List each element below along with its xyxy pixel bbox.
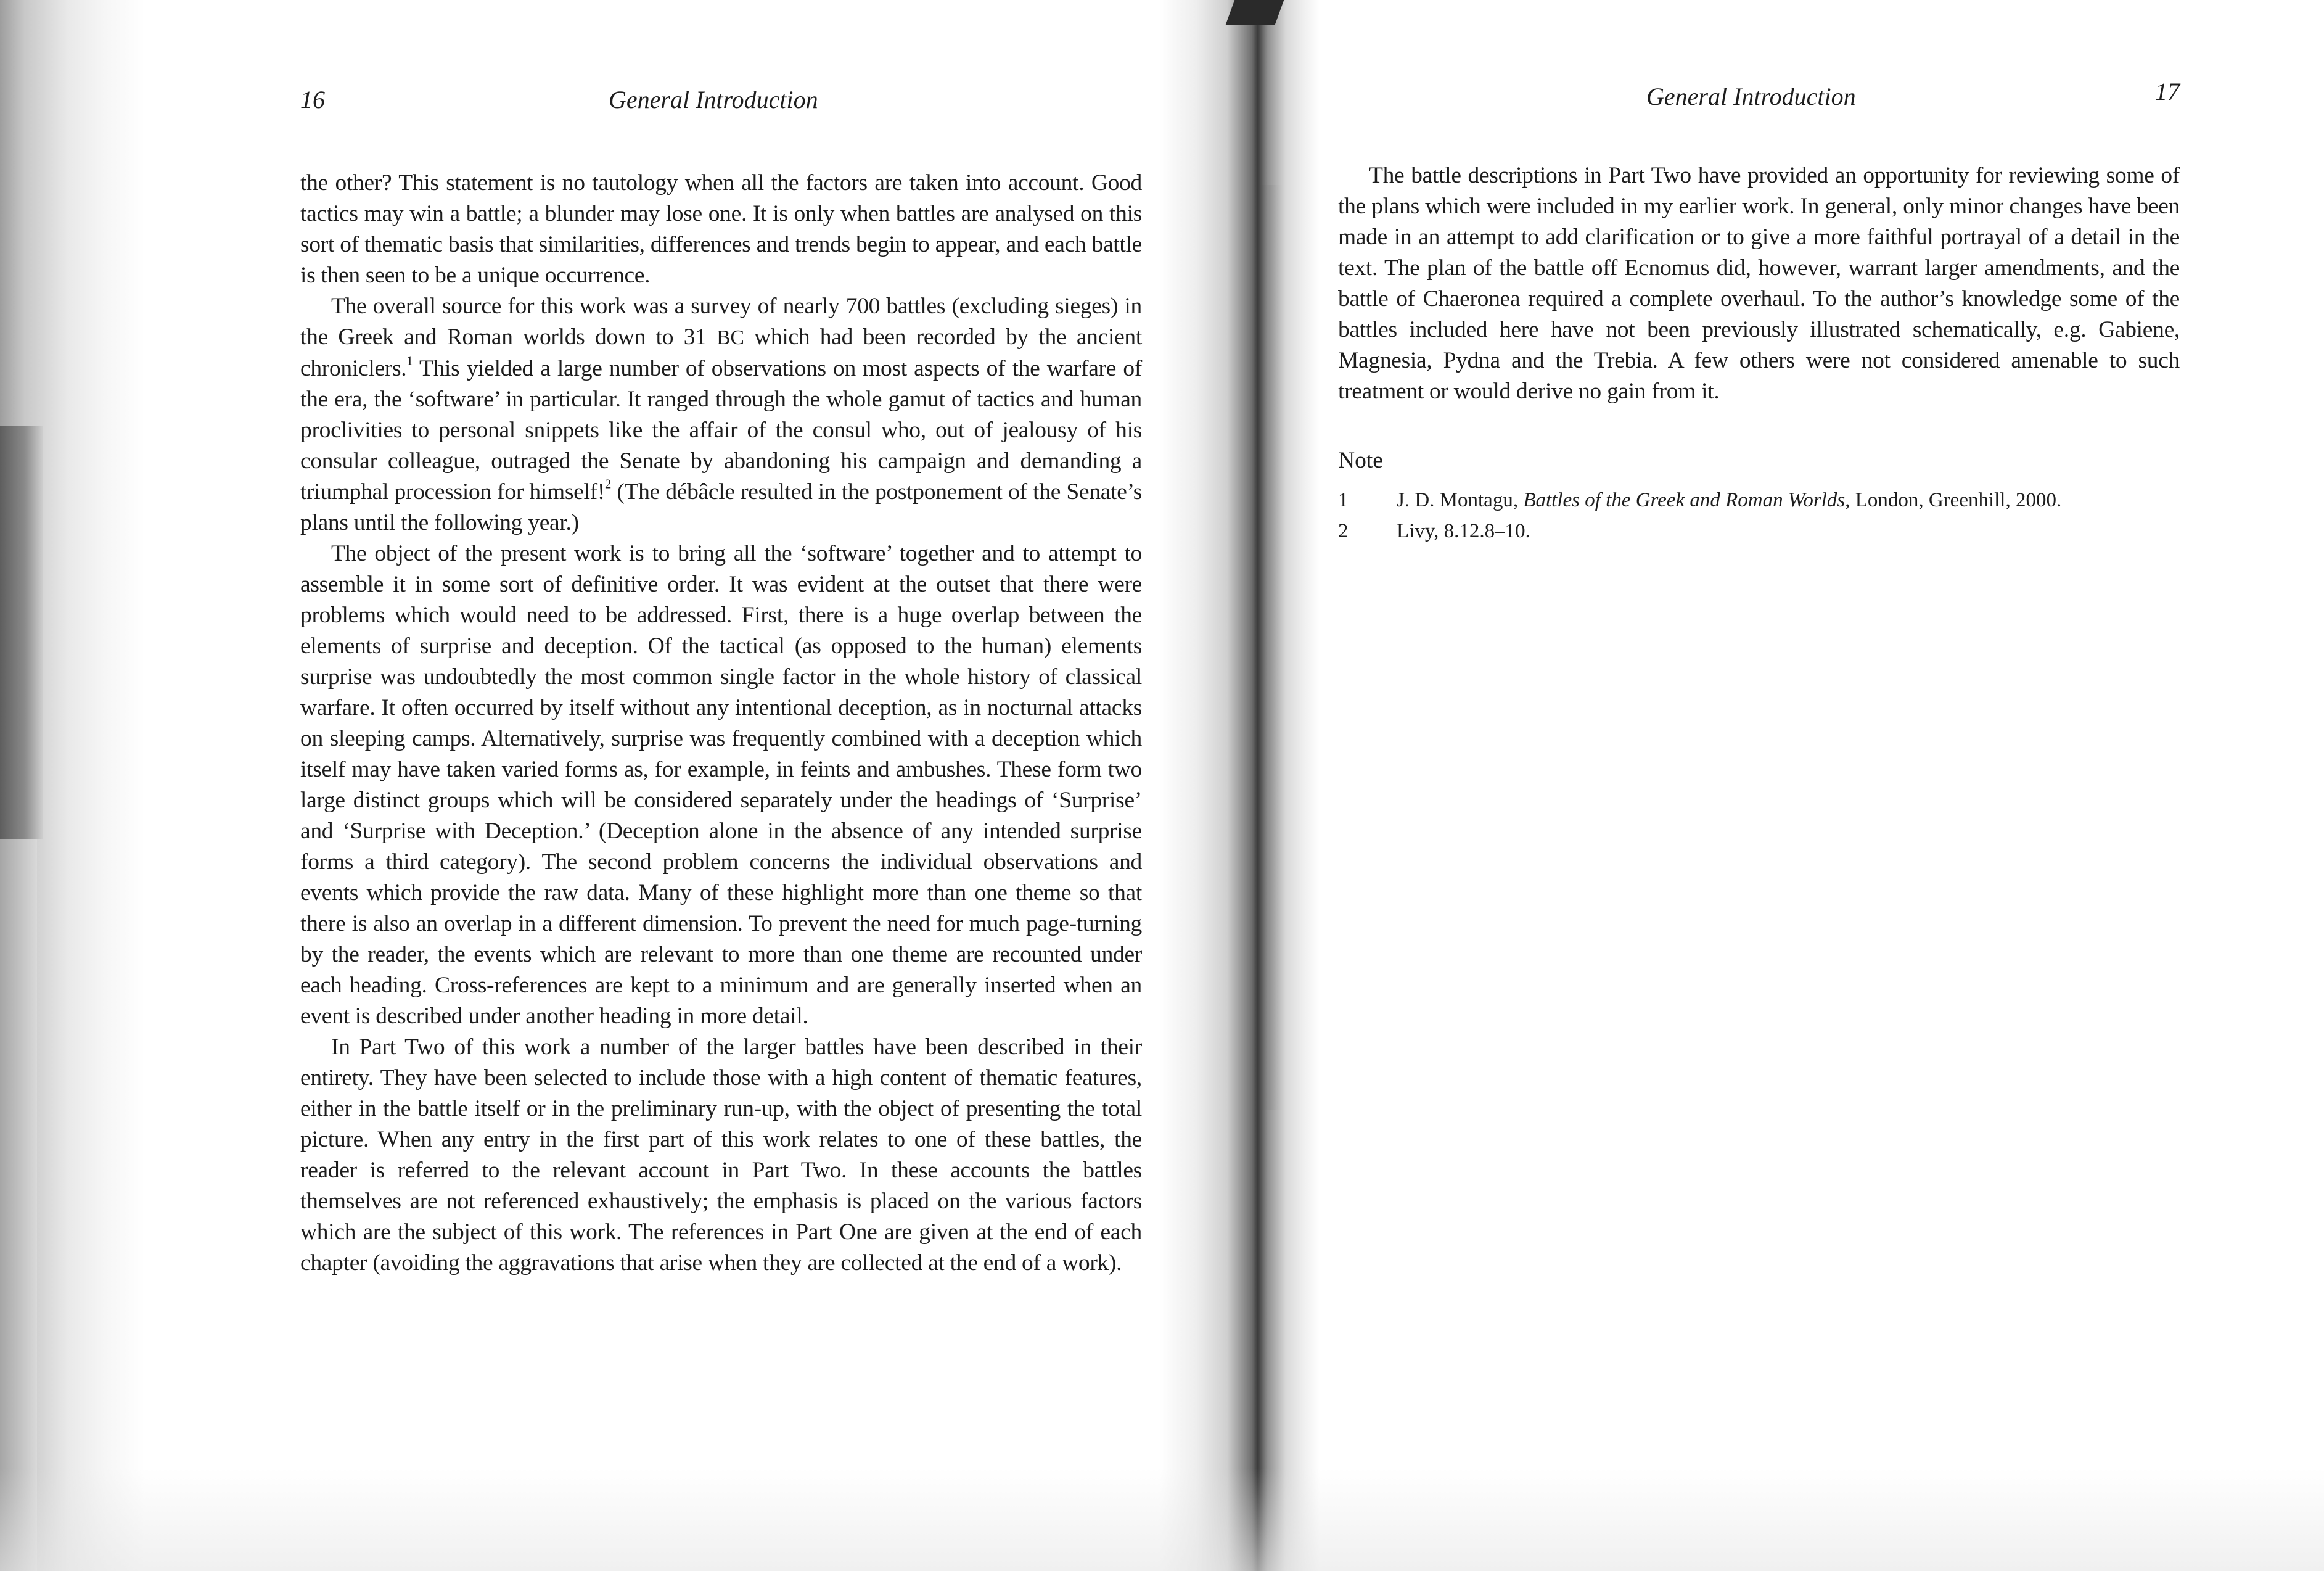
left-edge-dark-strip: [0, 426, 43, 839]
bottom-scan-shade: [0, 1468, 2324, 1571]
paragraph: [300, 168, 1142, 291]
paragraph: [300, 291, 1142, 538]
paragraph: [1338, 160, 2180, 407]
text-segment: In Part Two of this work a number of the larger battles have been described in their entirety. They have been selected to include those with a high content of thematic features, either in the battle itself or in the preliminary run-up, with the object of presenting the total picture. When any entry in the first part of this work relates to one of these battles, the reader is referred to the relevant account in Part Two. In these accounts the battles themselves are not referenced exhaustively; the emphasis is placed on the various factors which are the subject of this work. The references in Part One are given at the end of each chapter (avoiding the aggravations that arise when they are collected at the end of a work).: [300, 1034, 1142, 1276]
text-segment: The overall source for this work was a survey of nearly 700 battles (excluding sieges) in the Greek and Roman worlds down to 31: [300, 294, 1142, 350]
paragraph: [300, 1032, 1142, 1279]
text-segment: (The débâcle resulted in the postponement of the Senate’s plans until the following year.): [300, 479, 1142, 535]
note-text: [1397, 485, 2061, 516]
right-body-text: [1338, 160, 2180, 407]
note-item: [1338, 516, 2180, 546]
left-page-number: 16: [300, 86, 325, 113]
notes-heading: Note: [1338, 448, 1383, 473]
text-segment: which had been recorded by the ancient chroniclers.: [300, 324, 1142, 381]
text-segment: London, Greenhill, 2000.: [1850, 489, 2062, 511]
right-page: [1338, 77, 2180, 546]
notes-list: [1338, 485, 2180, 546]
paragraph: [300, 538, 1142, 1032]
text-segment: Battles of the Greek and Roman Worlds,: [1523, 489, 1850, 511]
note-number: 2: [1338, 520, 1349, 542]
note-text: [1397, 516, 1530, 546]
text-segment: Livy, 8.12.8–10.: [1397, 520, 1530, 542]
note-item: [1338, 485, 2180, 516]
left-body-text: [300, 168, 1142, 1279]
left-running-title: General Introduction: [609, 86, 818, 113]
text-segment: J. D. Montagu,: [1397, 489, 1524, 511]
footnote-marker: 2: [605, 477, 612, 492]
text-segment: The battle descriptions in Part Two have provided an opportunity for reviewing some of the plans which were included in my earlier work. In general, only minor changes have been made in an attempt to add clarification or to give a more faithful portrayal of a detail in the text. The plan of the battle off Ecnomus did, however, warrant larger amendments, and the battle of Chaeronea required a complete overhaul. To the author’s knowledge some of the battles included here have not been previously illustrated schematically, e.g. Gabiene, Magnesia, Pydna and the Trebia. A few others were not considered amenable to such treatment or would derive no gain from it.: [1338, 163, 2180, 404]
text-segment: The object of the present work is to bring all the ‘software’ together and to attempt to assemble it in some sort of definitive order. It was evident at the outset that there were problems which would need to be addressed. First, there is a huge overlap between the elements of surprise and deception. Of the tactical (as opposed to the human) elements surprise was undoubtedly the most common single factor in the whole history of classical warfare. It often occurred by itself without any intentional deception, as in nocturnal attacks on sleeping camps. Alternatively, surprise was frequently combined with a deception which itself may have taken varied forms as, for example, in feints and ambushes. These form two large distinct groups which will be considered separately under the headings of ‘Surprise’ and ‘Surprise with Deception.’ (Deception alone in the absence of any intended surprise forms a third category). The second problem concerns the individual observations and events which provide the raw data. Many of these highlight more than one theme so that there is also an overlap in a different dimension. To prevent the need for much page-turning by the reader, the events which are relevant to more than one theme are recounted under each heading. Cross-references are kept to a minimum and are generally inserted when an event is described under another heading in more detail.: [300, 541, 1142, 1029]
footnote-marker: 1: [406, 354, 413, 368]
right-running-head: [1338, 77, 2180, 126]
left-running-head: [300, 80, 1142, 130]
right-page-scan-stripe: [1258, 185, 1283, 1110]
text-segment: the other? This statement is no tautology when all the factors are taken into account. Good tactics may win a battle; a blunder may lose one. It is only when battles are analysed on this sort of thematic basis that similarities, differences and trends begin to appear, and each battle is then seen to be a unique occurrence.: [300, 170, 1142, 288]
text-segment: BC: [716, 326, 744, 349]
left-edge-light-strip: [0, 839, 37, 1571]
text-segment: This yielded a large number of observations on most aspects of the warfare of the era, the ‘software’ in particular. It ranged through the whole gamut of tactics and human proclivities to personal snippets like the affair of the consul who, out of jealousy of his consular colleague, outraged the Senate by abandoning his campaign and demanding a triumphal procession for himself!: [300, 356, 1142, 505]
note-number: 1: [1338, 489, 1349, 511]
right-page-number: 17: [2155, 78, 2180, 105]
right-running-title: General Introduction: [1646, 83, 1856, 110]
center-gutter-shadow: [1159, 0, 1320, 1571]
gutter-top-dark-mark: [1226, 0, 1284, 25]
left-page: [300, 80, 1142, 1279]
